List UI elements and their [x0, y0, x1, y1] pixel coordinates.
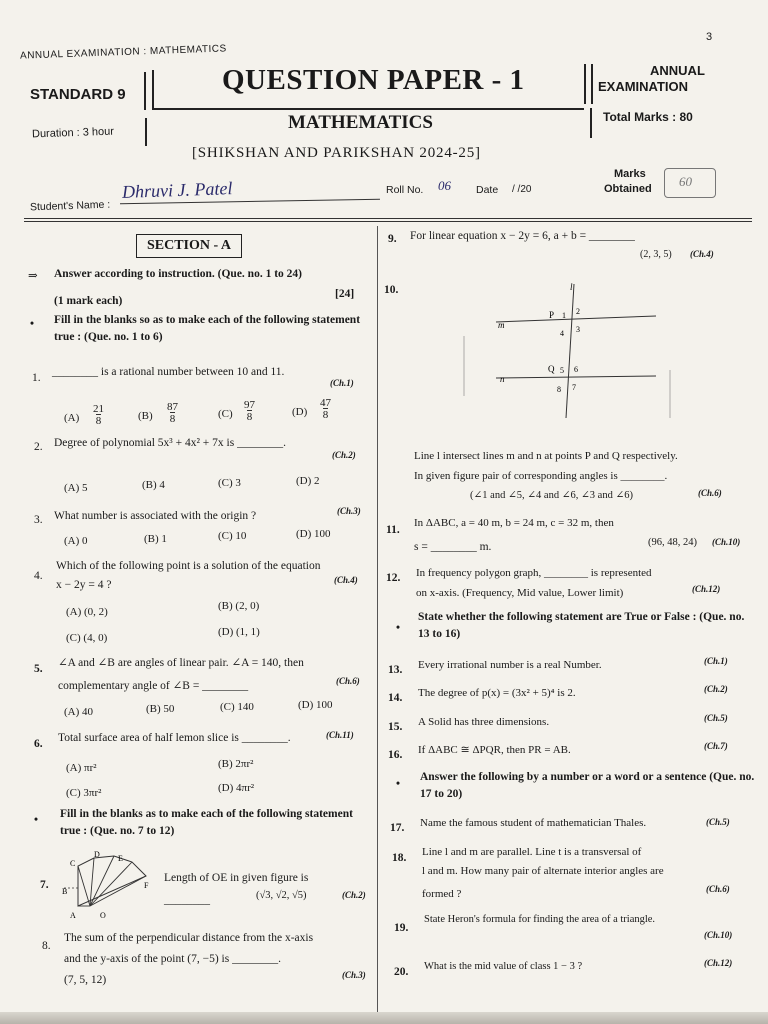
fig10-label-7: 7 [572, 383, 576, 392]
q18-text: Line l and m are parallel. Line t is a transversal of [422, 846, 642, 858]
fig10-label-q: Q [548, 364, 555, 374]
q7-answer-blank: ________ [164, 894, 210, 906]
q16-text: If ΔABC ≅ ΔPQR, then PR = AB. [418, 744, 571, 756]
q8-text: The sum of the perpendicular distance from the x-axis [64, 932, 314, 944]
page-number: 3 [706, 31, 713, 43]
q1-option-a-fraction: 21 8 [93, 403, 104, 428]
date-label: Date [476, 184, 499, 196]
q1-option-b: (B) [138, 410, 153, 422]
marks-box [664, 168, 716, 198]
section-a-title: SECTION - A [136, 234, 242, 258]
q10-choices: (∠1 and ∠5, ∠4 and ∠6, ∠3 and ∠6) [470, 490, 634, 501]
q4-option-b: (B) (2, 0) [218, 600, 260, 612]
annual-label: ANNUAL [650, 63, 705, 78]
q10-number: 10. [384, 284, 399, 296]
fig10-label-l: l [570, 282, 573, 292]
q9-choices: (2, 3, 5) [640, 249, 672, 260]
q5-option-b: (B) 50 [146, 703, 175, 715]
q15-chapter: (Ch.5) [704, 713, 728, 723]
fig7-label-f: F [144, 881, 149, 890]
roll-label: Roll No. [386, 184, 424, 196]
q15-text: A Solid has three dimensions. [418, 716, 550, 728]
q13-chapter: (Ch.1) [704, 656, 728, 666]
q5-option-d: (D) 100 [298, 699, 333, 711]
instruction-arrow-icon: ⇒ [28, 270, 38, 282]
q16-chapter: (Ch.7) [704, 741, 728, 751]
q7-text: Length of OE in given figure is [164, 872, 309, 884]
fig10-label-3: 3 [576, 325, 580, 334]
q5-option-a: (A) 40 [64, 706, 94, 718]
q18-text-2: l and m. How many pair of alternate interior angles are [422, 865, 664, 877]
q5-option-c: (C) 140 [220, 701, 254, 713]
marks-label: Marks [614, 168, 646, 180]
total-marks: Total Marks : 80 [603, 110, 693, 124]
q5-chapter: (Ch.6) [336, 676, 360, 686]
q2-option-c: (C) 3 [218, 477, 241, 489]
q6-chapter: (Ch.11) [326, 730, 354, 740]
q14-chapter: (Ch.2) [704, 684, 728, 694]
obtained-label: Obtained [604, 183, 652, 195]
q7-number: 7. [40, 879, 49, 891]
q3-number: 3. [34, 514, 43, 526]
q3-text: What number is associated with the origin ? [54, 510, 257, 522]
q6-option-d: (D) 4πr² [218, 782, 255, 794]
fig10-label-1: 1 [562, 311, 566, 320]
fig10-label-m: m [498, 320, 505, 330]
fig7-label-b: B [62, 887, 68, 896]
q10-chapter: (Ch.6) [698, 488, 722, 498]
q1-number: 1. [32, 372, 41, 384]
q3-option-d: (D) 100 [296, 528, 331, 540]
roll-value: 06 [438, 178, 451, 193]
student-name-label: Student's Name : [29, 198, 111, 214]
standard-label: STANDARD 9 [30, 86, 126, 103]
bullet-icon: • [396, 778, 401, 790]
marks-value: 60 [679, 174, 692, 189]
q1-option-d: (D) [292, 406, 308, 418]
q9-text: For linear equation x − 2y = 6, a + b = ________ [410, 230, 635, 242]
q1-option-a: (A) [64, 412, 80, 424]
q11-chapter: (Ch.10) [712, 537, 741, 547]
q17-chapter: (Ch.5) [706, 817, 730, 827]
q6-option-c: (C) 3πr² [66, 787, 102, 799]
q6-number: 6. [34, 738, 43, 750]
q11-text: In ΔABC, a = 40 m, b = 24 m, c = 32 m, then [414, 517, 614, 529]
q4-text-2: x − 2y = 4 ? [56, 579, 112, 591]
series-title: [SHIKSHAN AND PARIKSHAN 2024-25] [192, 145, 481, 161]
q2-text: Degree of polynomial 5x³ + 4x² + 7x is ________. [54, 437, 286, 449]
q16-number: 16. [388, 749, 403, 761]
q4-option-a: (A) (0, 2) [66, 606, 108, 618]
fig7-label-o: O [100, 911, 106, 920]
instruction-marks: (1 mark each) [54, 295, 123, 307]
one-word-heading: Answer the following by a number or a word or a sentence (Que. no. 17 to 20) [420, 771, 755, 800]
q12-chapter: (Ch.12) [692, 584, 721, 594]
q3-option-a: (A) 0 [64, 535, 88, 547]
q2-chapter: (Ch.2) [332, 450, 356, 460]
bullet-icon: • [30, 318, 35, 330]
q20-number: 20. [394, 966, 409, 978]
q4-option-d: (D) (1, 1) [218, 626, 260, 638]
fig10-label-4: 4 [560, 329, 564, 338]
q2-option-b: (B) 4 [142, 479, 165, 491]
q2-option-a: (A) 5 [64, 482, 88, 494]
q17-number: 17. [390, 822, 405, 834]
duration-label: Duration : 3 hour [31, 125, 115, 141]
examination-label: EXAMINATION [598, 79, 689, 94]
q7-figure [56, 848, 156, 922]
q8-number: 8. [42, 940, 51, 952]
fig10-label-6: 6 [574, 365, 578, 374]
q20-text: What is the mid value of class 1 − 3 ? [424, 961, 583, 972]
fig10-label-5: 5 [560, 366, 564, 375]
q6-option-b: (B) 2πr² [218, 758, 254, 770]
q2-option-d: (D) 2 [296, 475, 320, 487]
q10-figure [456, 276, 686, 426]
subject-title: MATHEMATICS [288, 112, 433, 133]
q10-text: Line l intersect lines m and n at points P and Q respectively. [414, 450, 678, 462]
fig10-label-8: 8 [557, 385, 561, 394]
q15-number: 15. [388, 721, 403, 733]
fig10-label-n: n [500, 374, 505, 384]
q4-option-c: (C) (4, 0) [66, 632, 108, 644]
q12-text: In frequency polygon graph, ________ is represented [416, 567, 652, 579]
q14-number: 14. [388, 692, 403, 704]
q8-text-2: and the y-axis of the point (7, −5) is ________. [64, 953, 281, 965]
q1-option-d-fraction: 47 8 [320, 397, 331, 422]
instruction-text: Answer according to instruction. (Que. no. 1 to 24) [54, 268, 302, 280]
q12-number: 12. [386, 572, 401, 584]
fig10-label-p: P [549, 310, 555, 320]
q8-choices: (7, 5, 12) [64, 974, 107, 986]
q7-choices: (√3, √2, √5) [256, 890, 307, 901]
exam-line: ANNUAL EXAMINATION : MATHEMATICS [19, 43, 227, 62]
instruction-total: [24] [335, 288, 355, 300]
q3-chapter: (Ch.3) [337, 506, 361, 516]
q8-chapter: (Ch.3) [342, 970, 366, 980]
q1-option-c: (C) [218, 408, 233, 420]
q14-text: The degree of p(x) = (3x² + 5)⁴ is 2. [418, 687, 576, 699]
fill-blanks-2: Fill in the blanks as to make each of the following statement true : (Que. no. 7 to 12) [60, 808, 353, 837]
true-false-heading: State whether the following statement are True or False : (Que. no. 13 to 16) [418, 611, 745, 640]
q19-text: State Heron's formula for finding the area of a triangle. [424, 914, 656, 925]
fig7-label-e: E [118, 854, 123, 863]
q13-text: Every irrational number is a real Number. [418, 659, 602, 671]
q18-number: 18. [392, 852, 407, 864]
q6-text: Total surface area of half lemon slice is ________. [58, 732, 291, 744]
q11-text-2: s = ________ m. [414, 541, 492, 553]
q11-choices: (96, 48, 24) [648, 537, 697, 548]
q6-option-a: (A) πr² [66, 762, 97, 774]
bullet-icon: • [396, 622, 401, 634]
date-value: / /20 [512, 184, 532, 195]
q5-text: ∠A and ∠B are angles of linear pair. ∠A = 140, then [58, 657, 304, 669]
q17-text: Name the famous student of mathematician Thales. [420, 817, 647, 829]
q1-chapter: (Ch.1) [330, 378, 354, 388]
q1-option-c-fraction: 97 8 [244, 399, 255, 424]
q3-option-c: (C) 10 [218, 530, 247, 542]
q2-number: 2. [34, 441, 43, 453]
fig7-label-c: C [70, 859, 76, 868]
q11-number: 11. [386, 524, 400, 536]
q18-text-3: formed ? [422, 888, 462, 900]
student-name-value: Dhruvi J. Patel [121, 178, 233, 202]
q9-chapter: (Ch.4) [690, 249, 714, 259]
q19-number: 19. [394, 922, 409, 934]
fig10-label-2: 2 [576, 307, 580, 316]
q1-option-b-fraction: 87 8 [167, 401, 178, 426]
bullet-icon: • [34, 814, 39, 826]
q19-chapter: (Ch.10) [704, 930, 733, 940]
q3-option-b: (B) 1 [144, 533, 167, 545]
q18-chapter: (Ch.6) [706, 884, 730, 894]
q4-number: 4. [34, 570, 43, 582]
q20-chapter: (Ch.12) [704, 958, 733, 968]
bottom-edge [0, 1012, 768, 1024]
paper-title: QUESTION PAPER - 1 [222, 64, 525, 96]
q7-chapter: (Ch.2) [342, 890, 366, 900]
q12-text-2: on x-axis. (Frequency, Mid value, Lower limit) [416, 587, 624, 599]
q4-chapter: (Ch.4) [334, 575, 358, 585]
q10-text-2: In given figure pair of corresponding angles is ________. [414, 470, 668, 482]
q13-number: 13. [388, 664, 403, 676]
q1-text: ________ is a rational number between 10 and 11. [52, 366, 285, 378]
fig7-label-d: D [94, 850, 100, 859]
q5-text-2: complementary angle of ∠B = ________ [58, 680, 249, 692]
fig7-label-a: A [70, 911, 76, 920]
q5-number: 5. [34, 663, 43, 675]
q4-text: Which of the following point is a solution of the equation [56, 560, 321, 572]
q9-number: 9. [388, 233, 397, 245]
fill-blanks-1: Fill in the blanks so as to make each of the following statement true : (Que. no. 1 to 6) [54, 314, 361, 343]
